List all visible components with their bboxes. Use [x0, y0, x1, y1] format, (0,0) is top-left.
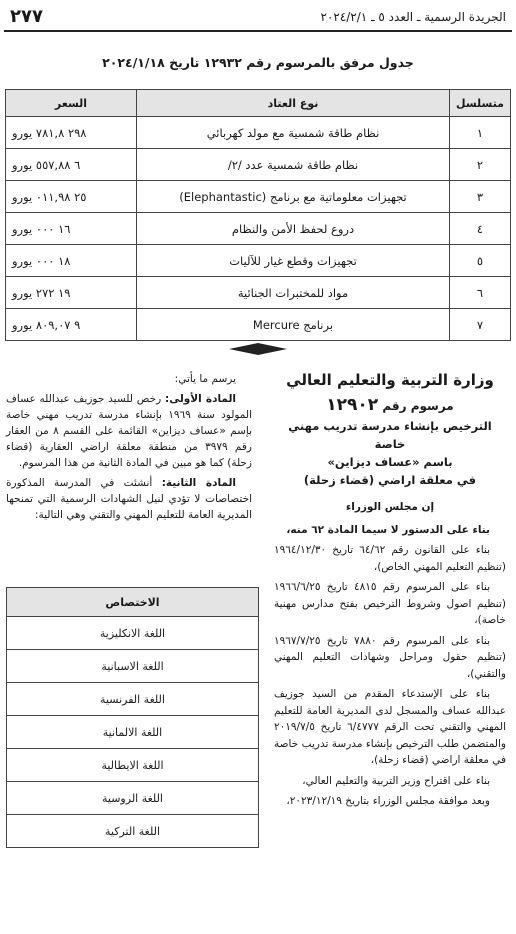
price-cell: ١٩ ٢٧٢ يورو — [6, 277, 137, 309]
article-2 — [6, 475, 252, 523]
decree-title-line: الترخيص بإنشاء مدرسة تدريب مهني خاصة — [288, 419, 492, 451]
price-table-title: جدول مرفق بالمرسوم رقم ١٢٩٣٢ تاريخ ٢٠٢٤/١/١٨ — [102, 55, 414, 70]
specialty-cell: اللغة الايطالية — [7, 749, 259, 782]
specialty-cell: اللغة الفرنسية — [7, 683, 259, 716]
table-row — [6, 213, 511, 245]
serial-cell: ٦ — [450, 277, 511, 309]
specialty-cell: اللغة التركية — [7, 815, 259, 848]
preamble-paragraph: بناء على القانون رقم ٦٤/٦٢ تاريخ ١٩٦٤/١٢/٣٠ (تنظيم التعليم المهني الخاص)، — [274, 544, 506, 573]
item-cell: نظام طاقة شمسية عدد /٢/ — [137, 149, 450, 181]
decree-title — [274, 417, 506, 489]
item-cell: برنامج Mercure — [137, 309, 450, 341]
decrees-intro: يرسم ما يأتي: — [174, 373, 236, 385]
ministry-heading: وزارة التربية والتعليم العالي — [286, 371, 494, 389]
table-row — [7, 716, 259, 749]
articles-column — [6, 371, 252, 527]
serial-cell: ٥ — [450, 245, 511, 277]
item-cell: دروع لحفظ الأمن والنظام — [137, 213, 450, 245]
table-row — [6, 149, 511, 181]
col-header-item: نوع العتاد — [137, 90, 450, 117]
decree-label: مرسوم رقم — [382, 399, 454, 413]
item-cell: تجهيزات معلوماتية مع برنامج (Elephantastic) — [137, 181, 450, 213]
item-cell: نظام طاقة شمسية مع مولد كهربائي — [137, 117, 450, 149]
council-line: إن مجلس الوزراء — [345, 501, 435, 513]
serial-cell: ٤ — [450, 213, 511, 245]
item-cell: تجهيزات وقطع غيار للآليات — [137, 245, 450, 277]
price-cell: ٦ ٥٥٧,٨٨ يورو — [6, 149, 137, 181]
serial-cell: ١ — [450, 117, 511, 149]
price-cell: ٩ ٨٠٩,٠٧ يورو — [6, 309, 137, 341]
decree-number: ١٢٩٠٢ — [326, 395, 379, 415]
decree-heading — [274, 396, 506, 415]
serial-cell: ٢ — [450, 149, 511, 181]
table-row — [6, 309, 511, 341]
col-header-specialty: الاختصاص — [7, 588, 259, 617]
table-row — [7, 782, 259, 815]
preamble-paragraph: بناء على الإستدعاء المقدم من السيد جوزيف عبدالله عساف والمسجل لدى المديرية العامة للتعليم المهني والتقني تحت الرقم ٦/٤٧٧٧ تاريخ ٢٠١٩/٧/٥ والمتضمن طلب الترخيص بإنشاء مدرسة تدريب خاصة في معلقة اراضي (قضاء زحلة)، — [274, 688, 506, 766]
decree-title-line: في معلقة اراضي (قضاء زحلة) — [303, 473, 477, 487]
decree-title-line: باسم «عساف ديزاين» — [327, 455, 453, 469]
table-row — [6, 277, 511, 309]
serial-cell: ٣ — [450, 181, 511, 213]
article-1-text: رخص للسيد جوزيف عبدالله عساف المولود سنة ١٩٦٩ بإنشاء مدرسة تدريب مهني خاصة بإسم «عساف ديزاين» القائمة على القسم ٨ من العقار رقم ٣٩٧٩ من منطقة معلقة اراضي العقارية (قضاء زحلة) كما هو مبين في المادة الثانية من هذا المرسوم. — [6, 393, 253, 469]
article-1-label: المادة الأولى: — [165, 393, 236, 405]
price-cell: ١٨ ٠٠٠ يورو — [6, 245, 137, 277]
price-table — [5, 89, 511, 341]
specialties-table — [6, 587, 259, 848]
specialty-cell: اللغة الروسية — [7, 782, 259, 815]
table-row — [6, 117, 511, 149]
article-1 — [6, 391, 252, 471]
table-row — [7, 683, 259, 716]
preamble-paragraph: بناء على المرسوم رقم ٤٨١٥ تاريخ ١٩٦٦/٦/٢٥ (تنظيم اصول وشروط الترخيص بفتح مدارس مهنية خاصة)، — [274, 581, 506, 626]
price-cell: ٢٥ ٠١١,٩٨ يورو — [6, 181, 137, 213]
price-cell: ٢٩٨ ٧٨١,٨ يورو — [6, 117, 137, 149]
price-table-header-row — [6, 90, 511, 117]
specialties-header-row — [7, 588, 259, 617]
col-header-price: السعر — [6, 90, 137, 117]
article-2-label: المادة الثانية: — [161, 477, 237, 489]
specialty-cell: اللغة الالمانية — [7, 716, 259, 749]
table-row — [6, 181, 511, 213]
col-header-serial: متسلسل — [450, 90, 511, 117]
gazette-title: الجريدة الرسمية ـ العدد ٥ ـ ٢٠٢٤/٢/١ — [320, 10, 506, 24]
section-divider-ornament — [229, 343, 287, 355]
preamble-paragraph: بناء على المرسوم رقم ٧٨٨٠ تاريخ ١٩٦٧/٧/٢٥ (تنظيم حقول ومراحل وشهادات التعليم المهني والتقني)، — [274, 634, 506, 680]
table-row — [7, 617, 259, 650]
table-row — [7, 650, 259, 683]
preamble-paragraph: بناء على الدستور لا سيما المادة ٦٢ منه، — [286, 523, 490, 536]
serial-cell: ٧ — [450, 309, 511, 341]
article-2-text: أنشئت في المدرسة المذكورة اختصاصات لا تؤدي لنيل الشهادات الرسمية التي تمنحها المديرية العامة للتعليم المهني والتقني وهي التالية: — [6, 477, 252, 521]
table-row — [6, 245, 511, 277]
specialty-cell: اللغة الاسبانية — [7, 650, 259, 683]
table-row — [7, 815, 259, 848]
page-header — [4, 6, 512, 30]
item-cell: مواد للمختبرات الجنائية — [137, 277, 450, 309]
decree-column — [274, 370, 506, 814]
header-rule — [4, 30, 512, 32]
page-number: ٢٧٧ — [10, 6, 43, 27]
price-cell: ١٦ ٠٠٠ يورو — [6, 213, 137, 245]
preamble-paragraph: بناء على اقتراح وزير التربية والتعليم العالي، — [302, 774, 490, 787]
specialty-cell: اللغة الانكليزية — [7, 617, 259, 650]
preamble-paragraph: وبعد موافقة مجلس الوزراء بتاريخ ٢٠٢٣/١٢/١٩، — [286, 795, 490, 807]
table-row — [7, 749, 259, 782]
